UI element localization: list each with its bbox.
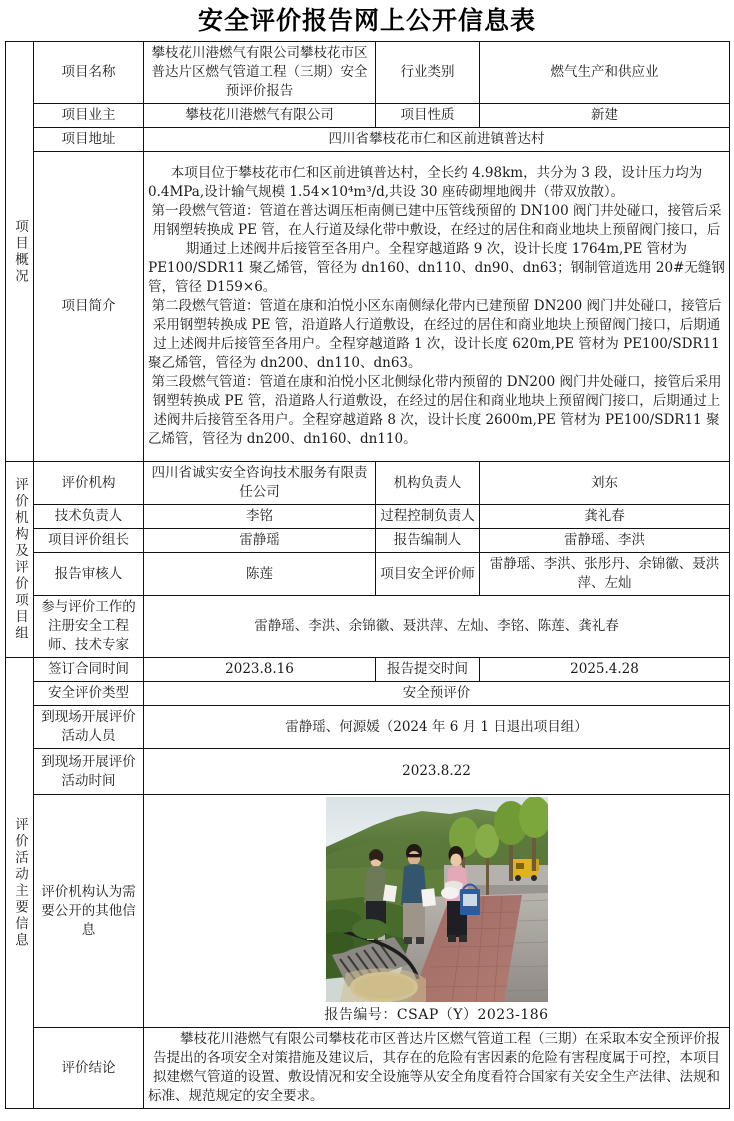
section-label-organization: 评价机构及评价项目组 [6, 462, 34, 658]
label-project-name: 项目名称 [34, 42, 144, 104]
table-row [6, 682, 730, 706]
table-row [6, 505, 730, 529]
value-contract-date: 2023.8.16 [144, 658, 376, 682]
table-row [6, 128, 730, 152]
page-title: 安全评价报告网上公开信息表 [197, 6, 536, 35]
value-project-name: 攀枝花川港燃气有限公司攀枝花市区普达片区燃气管道工程（三期）安全预评价报告 [144, 42, 376, 104]
label-process-control: 过程控制负责人 [376, 505, 480, 529]
value-report-author: 雷静瑶、李洪 [480, 529, 730, 553]
brief-paragraph: 第一段燃气管道：管道在普达调压柜南侧已建中压管线预留的 DN100 阀门井处碰口，接管后采用钢塑转换成 PE 管，在人行道及绿化带中敷设，在经过的居住和商业地块上预留阀门接口，后期通过上述阀井后接管至各用户。全程穿越道路 9 次，设计长度 1764m,PE 管材为 PE100/SDR11 聚乙烯管，管径为 dn160、dn110、dn90、dn63；钢制管道选用 20#无缝钢管，管径 D159×6。 [148, 203, 725, 295]
value-industry: 燃气生产和供应业 [480, 42, 730, 104]
section-label-activity: 评价活动主要信息 [6, 658, 34, 1109]
brief-paragraph: 第二段燃气管道：管道在康和泊悦小区东南侧绿化带内已建预留 DN200 阀门井处碰口，接管后采用钢塑转换成 PE 管，沿道路人行道敷设，在经过的居住和商业地块上预留阀门接口，后期通过上述阀井后接管至各用户。全程穿越道路 1 次，设计长度 620m,PE 管材为 PE100/SDR11 聚乙烯管，管径为 dn200、dn110、dn63。 [148, 298, 722, 371]
conclusion-text: 攀枝花川港燃气有限公司攀枝花市区普达片区燃气管道工程（三期）在采取本安全预评价报告提出的各项安全对策措施及建议后，其存在的危险有害因素的危险有害程度属于可控，本项目拟建燃气管道的设置、敷设情况和安全设施等从安全角度看符合国家有关安全生产法律、法规和标准、规范规定的安全要求。 [148, 1031, 720, 1104]
value-onsite-time: 2023.8.22 [144, 749, 730, 795]
cell-other-info [144, 795, 730, 1028]
label-project-nature: 项目性质 [376, 104, 480, 128]
table-row [6, 1028, 730, 1109]
value-project-address: 四川省攀枝花市仁和区前进镇普达村 [144, 128, 730, 152]
table-row [6, 462, 730, 505]
label-project-brief: 项目简介 [34, 152, 144, 462]
label-contract-date: 签订合同时间 [34, 658, 144, 682]
label-reviewer: 报告审核人 [34, 553, 144, 596]
site-survey-photo [326, 797, 548, 1002]
table-row [6, 658, 730, 682]
table-row [6, 795, 730, 1028]
table-row [6, 749, 730, 795]
brief-paragraph: 第三段燃气管道：管道在康和泊悦小区北侧绿化带内预留的 DN200 阀门井处碰口，接管后采用钢塑转换成 PE 管，沿道路人行道敷设，在经过的居住和商业地块上预留阀门接口，后期通过上述阀井后接管至各用户。全程穿越道路 8 次，设计长度 2600m,PE 管材为 PE100/SDR11 聚乙烯管，管径为 dn200、dn160、dn110。 [148, 374, 722, 447]
label-project-owner: 项目业主 [34, 104, 144, 128]
value-submit-date: 2025.4.28 [480, 658, 730, 682]
value-eval-type: 安全预评价 [144, 682, 730, 706]
table-row [6, 706, 730, 749]
value-safety-assessors: 雷静瑶、李洪、张彤丹、余锦徽、聂洪萍、左灿 [480, 553, 730, 596]
section-label-overview: 项目概况 [6, 42, 34, 462]
table-row [6, 152, 730, 462]
label-safety-assessors: 项目安全评价师 [376, 553, 480, 596]
table-row [6, 529, 730, 553]
label-other-info: 评价机构认为需要公开的其他信息 [34, 795, 144, 1028]
label-tech-head: 技术负责人 [34, 505, 144, 529]
label-industry: 行业类别 [376, 42, 480, 104]
table-row [6, 104, 730, 128]
brief-paragraph: 本项目位于攀枝花市仁和区前进镇普达村，全长约 4.98km，共分为 3 段，设计压力均为 0.4MPa,设计输气规模 1.54×10⁴m³/d,共设 30 座砖砌埋地阀井（带双放散）。 [148, 165, 703, 200]
value-reviewer: 陈莲 [144, 553, 376, 596]
label-registered-engineers: 参与评价工作的注册安全工程师、技术专家 [34, 596, 144, 658]
label-onsite-people: 到现场开展评价活动人员 [34, 706, 144, 749]
label-agency: 评价机构 [34, 462, 144, 505]
label-submit-date: 报告提交时间 [376, 658, 480, 682]
value-agency-head: 刘东 [480, 462, 730, 505]
value-project-owner: 攀枝花川港燃气有限公司 [144, 104, 376, 128]
label-project-address: 项目地址 [34, 128, 144, 152]
table-row [6, 596, 730, 658]
value-tech-head: 李铭 [144, 505, 376, 529]
value-project-brief [144, 152, 730, 462]
value-onsite-people: 雷静瑶、何源媛（2024 年 6 月 1 日退出项目组） [144, 706, 730, 749]
value-project-nature: 新建 [480, 104, 730, 128]
table-row [6, 553, 730, 596]
label-report-author: 报告编制人 [376, 529, 480, 553]
label-onsite-time: 到现场开展评价活动时间 [34, 749, 144, 795]
label-eval-type: 安全评价类型 [34, 682, 144, 706]
value-conclusion [144, 1028, 730, 1109]
label-team-leader: 项目评价组长 [34, 529, 144, 553]
value-team-leader: 雷静瑶 [144, 529, 376, 553]
label-conclusion: 评价结论 [34, 1028, 144, 1109]
table-row [6, 42, 730, 104]
value-agency: 四川省诚实安全咨询技术服务有限责任公司 [144, 462, 376, 505]
value-process-control: 龚礼春 [480, 505, 730, 529]
public-information-form [5, 41, 730, 1109]
report-number: 报告编号：CSAP（Y）2023-186 [324, 1007, 549, 1023]
value-registered-engineers: 雷静瑶、李洪、余锦徽、聂洪萍、左灿、李铭、陈莲、龚礼春 [144, 596, 730, 658]
label-agency-head: 机构负责人 [376, 462, 480, 505]
